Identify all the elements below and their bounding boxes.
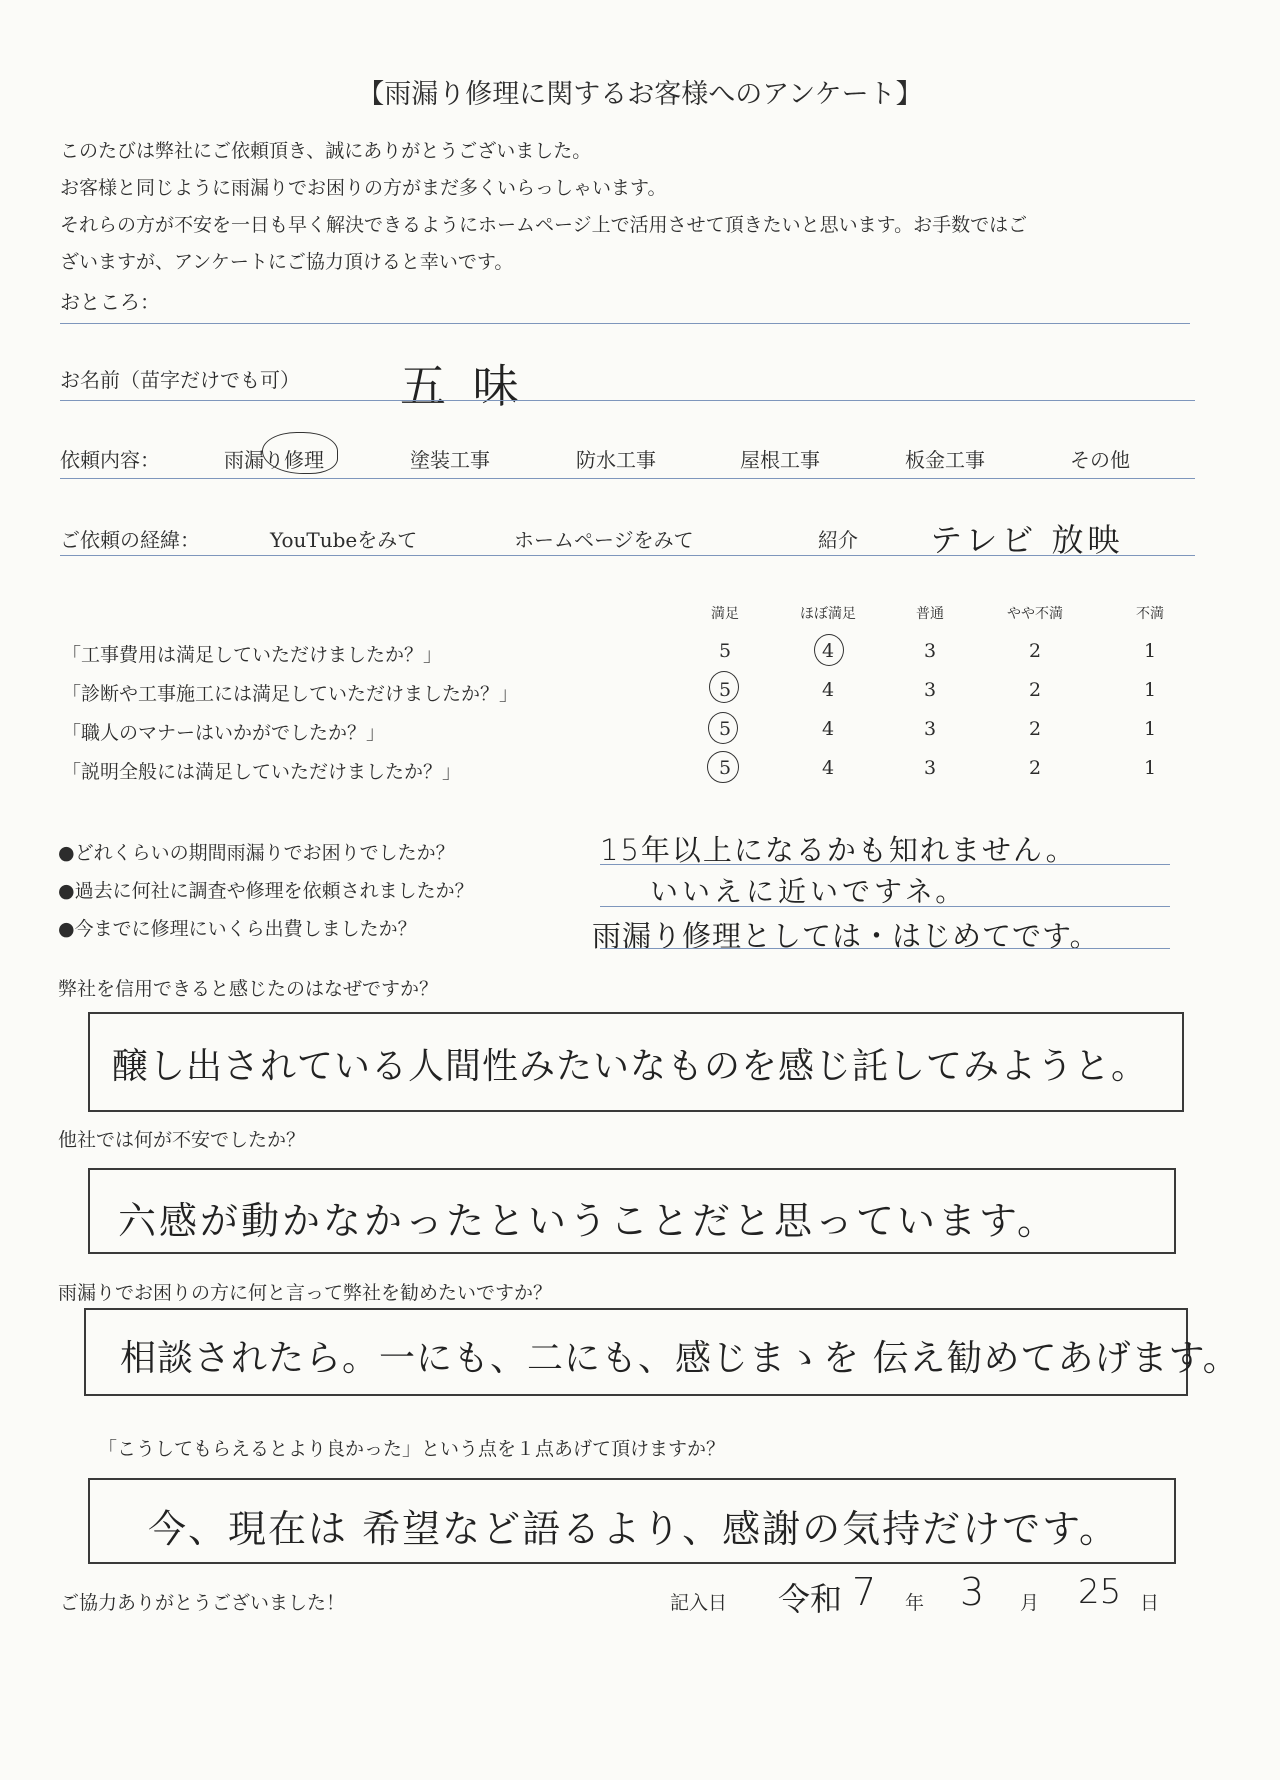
rating-option-3[interactable]: 3 xyxy=(923,679,937,701)
rating-option-5[interactable]: 5 xyxy=(718,718,732,740)
intro-line-1: このたびは弊社にご依頼頂き、誠にありがとうございました。 xyxy=(60,140,592,162)
rating-option-1[interactable]: 1 xyxy=(1143,679,1157,701)
request-option-rain-leak[interactable]: 雨漏り修理 xyxy=(224,448,324,472)
short-answer-underline xyxy=(600,948,1170,949)
short-question-1: ●どれくらいの期間雨漏りでお困りでしたか？ xyxy=(58,842,455,864)
long-answer-2: 六感が動かなかったということだと思っています。 xyxy=(118,1199,1058,1243)
rating-selected-circle xyxy=(707,751,739,783)
rating-header-4: ほぼ満足 xyxy=(800,606,856,622)
request-option-roofing[interactable]: 屋根工事 xyxy=(740,448,820,472)
short-question-3: ●今までに修理にいくら出費しましたか？ xyxy=(58,918,417,940)
rating-option-3[interactable]: 3 xyxy=(923,757,937,779)
rating-selected-circle xyxy=(708,712,738,744)
short-answer-3[interactable]: 雨漏り修理としては・はじめてです。 xyxy=(592,919,1100,953)
rating-option-3[interactable]: 3 xyxy=(923,718,937,740)
request-option-painting[interactable]: 塗装工事 xyxy=(410,448,490,472)
rating-option-2[interactable]: 2 xyxy=(1028,757,1042,779)
date-month[interactable]: 3 xyxy=(960,1570,985,1614)
date-year-label: 年 xyxy=(905,1592,925,1614)
source-option-referral[interactable]: 紹介 xyxy=(818,528,858,552)
address-underline xyxy=(60,323,1190,324)
date-day[interactable]: 25 xyxy=(1078,1572,1122,1612)
long-answer-1: 醸し出されている人間性みたいなものを感じ託してみようと。 xyxy=(112,1046,1149,1087)
rating-question: 「診断や工事施工には満足していただけましたか？」 xyxy=(62,683,519,705)
short-answer-1[interactable]: 15年以上になるかも知れません。 xyxy=(600,833,1077,867)
rating-option-2[interactable]: 2 xyxy=(1028,718,1042,740)
long-question-3: 雨漏りでお困りの方に何と言って弊社を勧めたいですか？ xyxy=(58,1282,553,1304)
rating-option-4[interactable]: 4 xyxy=(821,757,835,779)
long-answer-4: 今、現在は 希望など語るより、感謝の気持だけです。 xyxy=(148,1507,1120,1551)
request-option-waterproofing[interactable]: 防水工事 xyxy=(576,448,656,472)
rating-question: 「説明全般には満足していただけましたか？」 xyxy=(62,761,462,783)
intro-line-3: それらの方が不安を一日も早く解決できるようにホームページ上で活用させて頂きたいと思います。お手数ではご xyxy=(60,214,1028,236)
request-option-sheet-metal[interactable]: 板金工事 xyxy=(905,448,985,472)
survey-title: 【雨漏り修理に関するお客様へのアンケート】 xyxy=(357,79,923,110)
thanks-text: ご協力ありがとうございました！ xyxy=(60,1592,346,1614)
short-question-2: ●過去に何社に調査や修理を依頼されましたか？ xyxy=(58,880,474,902)
long-question-4: 「こうしてもらえるとより良かった」という点を１点あげて頂けますか？ xyxy=(98,1438,726,1460)
short-answer-2[interactable]: いいえに近いですネ。 xyxy=(650,875,968,908)
rating-option-5[interactable]: 5 xyxy=(718,640,732,662)
request-underline xyxy=(60,478,1195,479)
rating-question: 「工事費用は満足していただけましたか？」 xyxy=(62,644,443,666)
request-option-other[interactable]: その他 xyxy=(1070,448,1130,472)
name-label: お名前（苗字だけでも可） xyxy=(60,368,300,392)
rating-header-3: 普通 xyxy=(916,606,944,622)
source-underline xyxy=(60,555,1195,556)
source-label: ご依頼の経緯： xyxy=(60,528,200,552)
rating-selected-circle xyxy=(709,671,739,703)
rating-option-2[interactable]: 2 xyxy=(1028,640,1042,662)
long-question-2: 他社では何が不安でしたか？ xyxy=(58,1129,306,1151)
date-label: 記入日 xyxy=(670,1592,728,1614)
rating-header-5: 満足 xyxy=(711,606,739,622)
source-option-youtube[interactable]: YouTubeをみて xyxy=(270,528,418,552)
rating-option-3[interactable]: 3 xyxy=(923,640,937,662)
intro-line-2: お客様と同じように雨漏りでお困りの方がまだ多くいらっしゃいます。 xyxy=(60,177,667,199)
rating-option-2[interactable]: 2 xyxy=(1028,679,1042,701)
rating-option-4[interactable]: 4 xyxy=(821,679,835,701)
short-answer-underline xyxy=(600,906,1170,907)
rating-option-4[interactable]: 4 xyxy=(821,640,835,662)
request-label: 依頼内容： xyxy=(60,448,160,472)
date-day-label: 日 xyxy=(1140,1592,1160,1614)
short-answer-underline xyxy=(600,864,1170,865)
rating-selected-circle xyxy=(814,634,844,666)
rating-option-5[interactable]: 5 xyxy=(718,757,732,779)
rating-option-1[interactable]: 1 xyxy=(1143,718,1157,740)
long-question-1: 弊社を信用できると感じたのはなぜですか？ xyxy=(58,978,439,1000)
rating-option-1[interactable]: 1 xyxy=(1143,757,1157,779)
name-underline xyxy=(60,400,1195,401)
rating-option-5[interactable]: 5 xyxy=(718,679,732,701)
intro-line-4: ざいますが、アンケートにご協力頂けると幸いです。 xyxy=(60,251,514,273)
source-handwritten[interactable]: テレビ 放映 xyxy=(930,521,1124,559)
date-year[interactable]: 7 xyxy=(852,1570,877,1614)
rating-header-1: 不満 xyxy=(1136,606,1164,622)
rating-option-4[interactable]: 4 xyxy=(821,718,835,740)
rating-question: 「職人のマナーはいかがでしたか？」 xyxy=(62,722,386,744)
source-option-homepage[interactable]: ホームページをみて xyxy=(514,528,694,552)
rating-option-1[interactable]: 1 xyxy=(1143,640,1157,662)
address-label: おところ： xyxy=(60,290,160,314)
date-month-label: 月 xyxy=(1020,1592,1040,1614)
rating-header-2: やや不満 xyxy=(1007,606,1063,622)
name-value[interactable]: 五 味 xyxy=(400,359,525,413)
date-era: 令和 xyxy=(778,1580,843,1618)
long-answer-3: 相談されたら。一にも、二にも、感じまゝを 伝え勧めてあげます。 xyxy=(120,1338,1240,1379)
